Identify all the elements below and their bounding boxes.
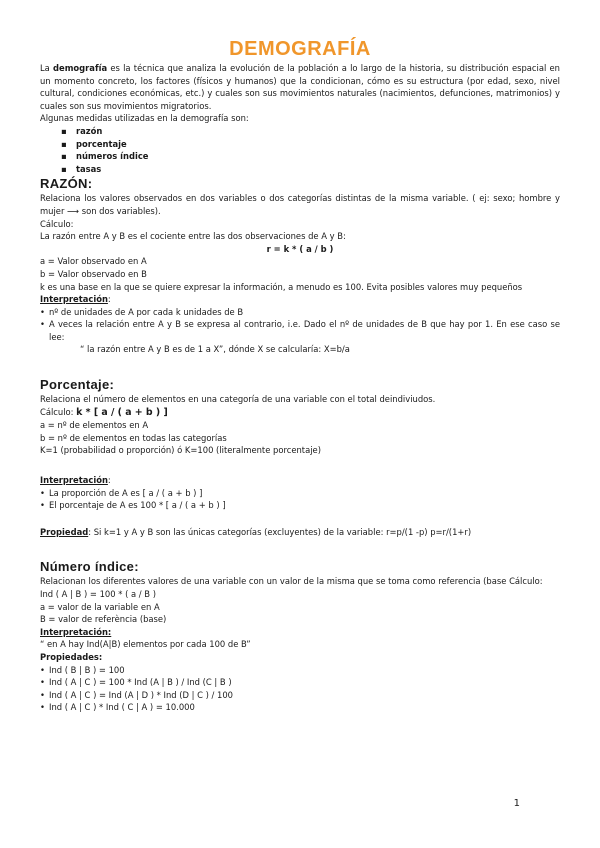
porcentaje-property: Propiedad: Si k=1 y A y B son las únicas categorías (excluyentes) de la variable: r=p/(1 -p) p=r/(1+r) (40, 526, 472, 537)
razon-interp-3: “ la razón entre A y B es de 1 a X”, dónde X se calcularía: X=b/a (80, 344, 350, 355)
razon-calc-label: Cálculo: (40, 218, 74, 229)
indice-interpretation: “ en A hay Ind(A|B) elementos por cada 100 de B” (40, 639, 251, 650)
indice-a: a = valor de la variable en A (40, 601, 160, 612)
intro-keyword: demografía (53, 63, 108, 73)
razon-k: k es una base en la que se quiere expresar la información, a menudo es 100. Evita posibles valores muy pequeños (40, 281, 523, 292)
section-heading-razon: RAZÓN: (40, 176, 93, 192)
list-item: ▪ números índice (40, 150, 560, 163)
measures-list (40, 125, 560, 175)
indice-properties-label: Propiedades: (40, 651, 103, 662)
porcentaje-a: a = nº de elementos en A (40, 420, 149, 431)
indice-property: • Ind ( A | C ) = 100 * Ind (A | B ) / Ind (C | B ) (40, 676, 560, 689)
indice-b: B = valor de referència (base) (40, 614, 167, 625)
porcentaje-calc: Cálculo: k * [ a / ( a + b ) ] (40, 406, 168, 418)
porcentaje-b: b = nº de elementos en todas las categorías (40, 432, 227, 443)
indice-property: • Ind ( A | C ) * Ind ( C | A ) = 10.000 (40, 701, 560, 714)
porcentaje-description: Relaciona el número de elementos en una categoría de una variable con el total deindiviudos. (40, 394, 436, 405)
list-item: ▪ razón (40, 125, 560, 138)
indice-property: • Ind ( B | B ) = 100 (40, 664, 560, 677)
porcentaje-interpretation-label: Interpretación: (40, 475, 111, 486)
razon-description: Relaciona los valores observados en dos variables o dos categorías distintas de la misma variable. ( ej: sexo; hombre y mujer ⟶ son dos variables). (40, 193, 560, 216)
section-heading-indice: Número índice: (40, 559, 139, 575)
razon-formula: r = k * ( a / b ) (266, 243, 334, 254)
razon-b: b = Valor observado en B (40, 268, 147, 279)
razon-definition: La razón entre A y B es el cociente entre las dos observaciones de A y B: (40, 231, 346, 242)
indice-formula: Ind ( A | B ) = 100 * ( a / B ) (40, 589, 156, 599)
page-number: 1 (513, 798, 520, 809)
porcentaje-k: K=1 (probabilidad o proporción) ó K=100 (literalmente porcentaje) (40, 445, 321, 456)
document-title: DEMOGRAFÍA (229, 38, 371, 60)
razon-interpretation-label: Interpretación: (40, 294, 111, 305)
measures-lead: Algunas medidas utilizadas en la demografía son: (40, 113, 249, 124)
indice-property: • Ind ( A | C ) = Ind (A | D ) * Ind (D | C ) / 100 (40, 689, 560, 702)
porcentaje-formula: k * [ a / ( a + b ) ] (76, 406, 168, 418)
list-item: ▪ tasas (40, 163, 560, 176)
porcentaje-interp-2: • El porcentaje de A es 100 * [ a / ( a + b ) ] (40, 499, 560, 512)
porcentaje-interp-1: • La proporción de A es [ a / ( a + b ) ] (40, 487, 560, 500)
indice-description: Relacionan los diferentes valores de una variable con un valor de la misma que se toma como referencia (base Cálculo: (40, 576, 543, 587)
list-item: ▪ porcentaje (40, 138, 560, 151)
intro-paragraph: La demografía es la técnica que analiza la evolución de la población a lo largo de la historia, su distribución espacial en un momento concreto, los factores (físicos y humanos) que la condicionan, cómo es su estructura (por edad, sexo, nivel cultural, condiciones económicas, etc.) y cuales son sus movimientos naturales (nacimientos, defunciones, matrimonios) y cuales son sus movimientos migratorios. (40, 63, 560, 111)
razon-a: a = Valor observado en A (40, 256, 147, 267)
section-heading-porcentaje: Porcentaje: (40, 377, 115, 393)
razon-interp-1: • nº de unidades de A por cada k unidades de B (40, 306, 560, 319)
razon-interp-2: • A veces la relación entre A y B se expresa al contrario, i.e. Dado el nº de unidades de B que hay por 1. En ese caso se lee: (40, 318, 560, 343)
indice-interpretation-label: Interpretación: (40, 626, 112, 637)
